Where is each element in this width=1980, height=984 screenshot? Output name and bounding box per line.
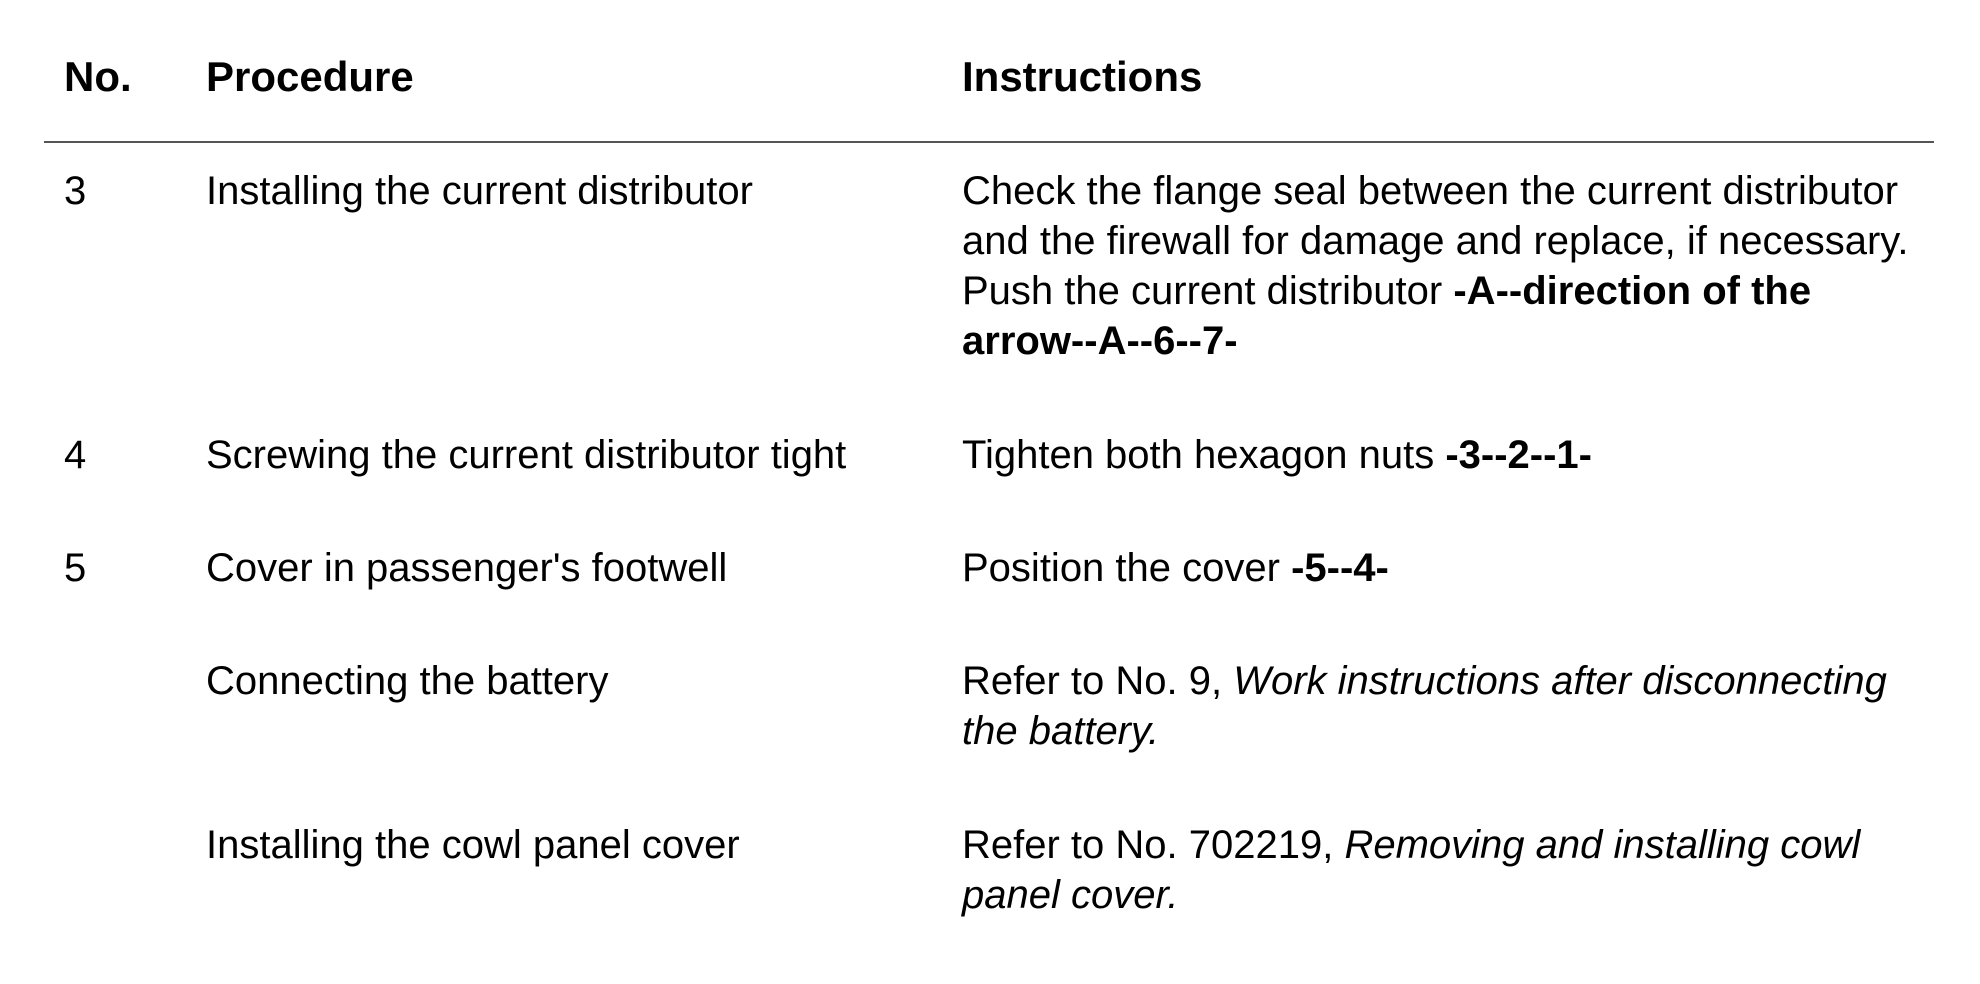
instruction-line: [962, 820, 1922, 870]
header-procedure: Procedure: [206, 53, 414, 100]
cross-reference-title: the battery.: [962, 709, 1160, 753]
row-3-instructions: [962, 166, 1922, 366]
header-no: No.: [64, 53, 132, 100]
cross-reference-title: panel cover.: [962, 873, 1179, 917]
row-5-instructions: [962, 543, 1922, 593]
row-4-procedure: Screwing the current distributor tight: [206, 433, 847, 477]
instruction-line: and the firewall for damage and replace, if necessary.: [962, 219, 1909, 263]
row-cowl-procedure: Installing the cowl panel cover: [206, 823, 740, 867]
row-4-number: 4: [64, 433, 87, 477]
row-5-number: 5: [64, 546, 87, 590]
instruction-line: [962, 656, 1922, 706]
row-battery-instructions: [962, 656, 1922, 756]
row-3-procedure: Installing the current distributor: [206, 169, 753, 213]
instruction-text: Push the current distributor: [962, 269, 1454, 313]
instruction-line: Check the flange seal between the current distributor: [962, 169, 1899, 213]
cross-reference-title: Work instructions after disconnecting: [1233, 659, 1887, 703]
instruction-reference: -A--direction of the: [1453, 269, 1812, 313]
instruction-text: Tighten both hexagon nuts: [962, 433, 1446, 477]
row-4-instructions: [962, 430, 1922, 480]
row-3-number: 3: [64, 169, 87, 213]
instruction-text: Refer to No. 702219,: [962, 823, 1345, 867]
row-5-procedure: Cover in passenger's footwell: [206, 546, 728, 590]
instruction-text: Refer to No. 9,: [962, 659, 1234, 703]
cross-reference-title: Removing and installing cowl: [1344, 823, 1861, 867]
row-cowl-instructions: [962, 820, 1922, 920]
header-instructions: Instructions: [962, 53, 1203, 100]
row-battery-procedure: Connecting the battery: [206, 659, 609, 703]
instruction-text: Position the cover: [962, 546, 1292, 590]
instruction-reference: arrow--A--6--7-: [962, 319, 1238, 363]
instruction-line: [962, 266, 1922, 316]
instruction-reference: -3--2--1-: [1445, 433, 1592, 477]
header-divider: [44, 141, 1934, 143]
instruction-reference: -5--4-: [1291, 546, 1389, 590]
